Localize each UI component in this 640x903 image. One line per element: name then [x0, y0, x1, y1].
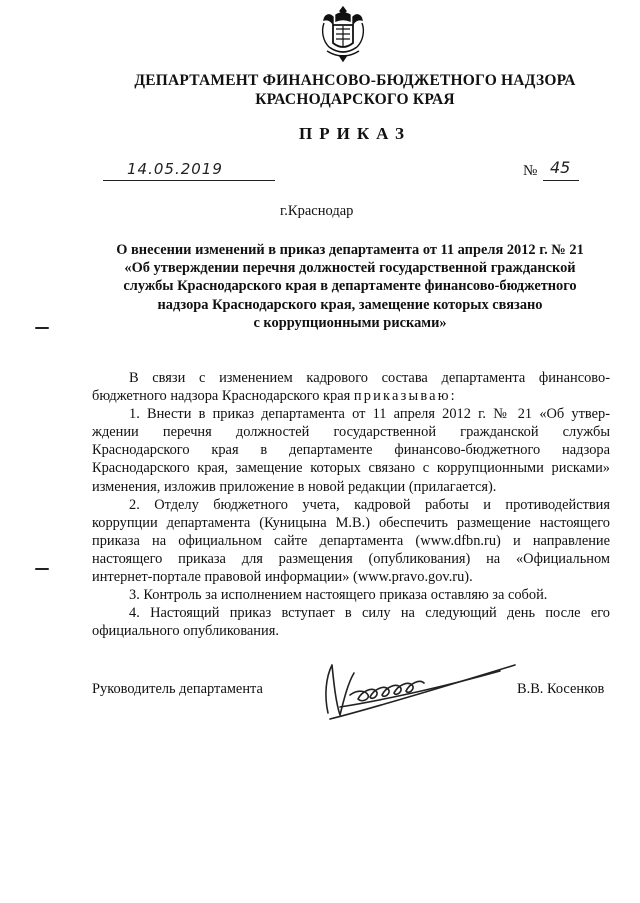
body-line: настоящего приказа для размещения (опубликования) на «Официальном	[92, 550, 610, 567]
order-body	[92, 369, 610, 640]
order-number: 45	[550, 158, 571, 177]
signatory-name: В.В. Косенков	[517, 681, 605, 697]
date-underline	[103, 180, 275, 181]
department-name-line1: ДЕПАРТАМЕНТ ФИНАНСОВО-БЮДЖЕТНОГО НАДЗОРА	[134, 72, 576, 89]
body-line: официального опубликования.	[92, 623, 279, 640]
document-title: ПРИКАЗ	[299, 124, 411, 143]
subject-line: О внесении изменений в приказ департамента от 11 апреля 2012 г. № 21	[116, 242, 584, 258]
handwritten-signature	[310, 655, 525, 725]
binding-mark	[35, 568, 49, 570]
body-line: Краснодарского края в департаменте финансово-бюджетного надзора	[92, 442, 610, 459]
department-name-line2: КРАСНОДАРСКОГО КРАЯ	[255, 91, 455, 108]
body-line: ждении перечня должностей государственной гражданской службы	[92, 424, 610, 441]
body-line: коррупции департамента (Куницына М.В.) обеспечить размещение настоящего	[92, 514, 610, 531]
body-line: 4. Настоящий приказ вступает в силу на следующий день после его	[129, 605, 610, 622]
body-line: 3. Контроль за исполнением настоящего приказа оставляю за собой.	[129, 587, 548, 604]
subject-line: надзора Краснодарского края, замещение которых связано	[157, 296, 543, 313]
number-sign: №	[523, 163, 538, 179]
body-line: Краснодарского края, замещение которых связано с коррупционными рисками»	[92, 460, 610, 477]
subject-line: службы Краснодарского края в департаменте финансово-бюджетного	[123, 278, 577, 295]
order-date: 14.05.2019	[127, 160, 223, 178]
body-line: изменения, изложив приложение в новой редакции (прилагается).	[92, 478, 497, 495]
body-line: В связи с изменением кадрового состава департамента финансово-	[129, 370, 610, 386]
order-keyword: приказываю:	[353, 388, 457, 405]
coat-of-arms-emblem	[319, 5, 367, 63]
subject-line: с коррупционными рисками»	[253, 314, 447, 331]
signatory-position: Руководитель департамента	[92, 681, 263, 697]
binding-mark	[35, 327, 49, 329]
body-line: 1. Внести в приказ департамента от 11 апреля 2012 г. № 21 «Об утвер-	[129, 406, 610, 423]
subject-line: «Об утверждении перечня должностей государственной гражданской	[124, 260, 576, 277]
order-subject	[90, 241, 610, 332]
city: г.Краснодар	[280, 203, 354, 219]
body-line: интернет-портале правовой информации» (www.pravo.gov.ru).	[92, 569, 473, 586]
body-line: бюджетного надзора Краснодарского края приказываю:	[92, 388, 457, 405]
body-line: 2. Отделу бюджетного учета, кадровой работы и противодействия	[129, 496, 610, 513]
number-underline	[543, 180, 579, 181]
body-line: приказа на официальном сайте департамента (www.dfbn.ru) и направление	[92, 532, 610, 549]
